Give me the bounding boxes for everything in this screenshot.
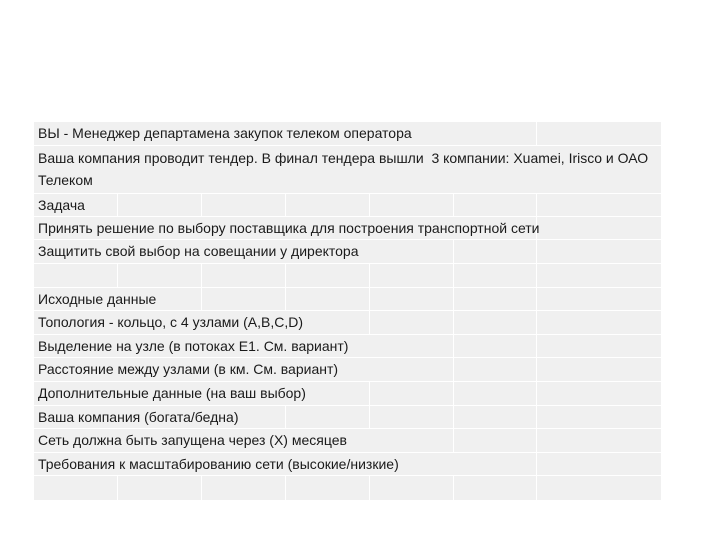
table-row	[34, 288, 661, 311]
table-row	[34, 429, 661, 453]
row-text: Выделение на узле (в потоках Е1. См. вариант)	[38, 335, 350, 357]
table-row	[34, 240, 661, 264]
table-row	[34, 122, 661, 146]
row-text: Защитить свой выбор на совещании у директора	[38, 243, 359, 259]
table-row	[34, 382, 661, 406]
table-row	[34, 406, 661, 429]
row-text: Требования к масштабированию сети (высокие/низкие)	[38, 453, 401, 475]
table-row	[34, 476, 661, 500]
table-row	[34, 146, 661, 194]
row-text: Расстояние между узлами (в км. См. вариант)	[38, 358, 340, 380]
row-text: Дополнительные данные (на ваш выбор)	[38, 382, 308, 404]
row-text: Задача	[38, 194, 87, 216]
row-text: Ваша компания проводит тендер. В финал тендера вышли 3 компании: Xuamei, Irisco и ОАО Телеком	[38, 150, 653, 188]
row-text: Топология - кольцо, с 4 узлами (A,B,C,D)	[38, 311, 305, 333]
table-row	[34, 453, 661, 476]
table-row	[34, 335, 661, 358]
table-row	[34, 217, 661, 240]
spreadsheet-table	[34, 122, 661, 500]
table-row	[34, 194, 661, 217]
row-text: ВЫ - Менеджер департамена закупок телеком оператора	[38, 125, 412, 141]
row-text: Исходные данные	[38, 288, 158, 310]
row-text: Сеть должна быть запущена через (X) месяцев	[38, 429, 349, 451]
row-text: Принять решение по выбору поставщика для построения транспортной сети	[38, 220, 540, 236]
table-row	[34, 358, 661, 382]
table-row	[34, 264, 661, 288]
row-text: Ваша компания (богата/бедна)	[38, 406, 240, 428]
table-row	[34, 311, 661, 335]
